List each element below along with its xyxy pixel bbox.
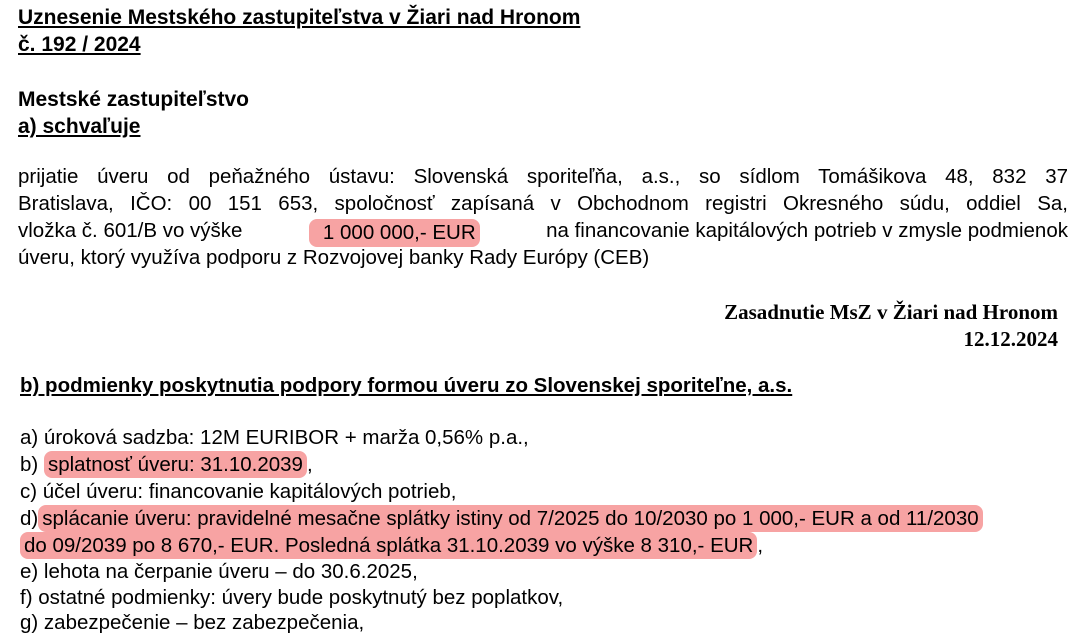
meeting-date: 12.12.2024 (963, 327, 1058, 351)
condition-item-g: g) zabezpečenie – bez zabezpečenia, (20, 611, 365, 634)
approves-subheading: a) schvaľuje (18, 115, 141, 138)
document-title: Uznesenie Mestského zastupiteľstva v Žiari nad Hronom (18, 6, 581, 29)
maturity-highlight: splatnosť úveru: 31.10.2039 (44, 451, 307, 478)
paragraph-line-3 (18, 219, 1068, 247)
item-b-comma: , (306, 453, 313, 476)
condition-item-d-line-1 (20, 507, 983, 531)
repayment-highlight-line-1: splácanie úveru: pravidelné mesačne splátky istiny od 7/2025 do 10/2030 po 1 000,- EUR a od 11/2030 (38, 505, 982, 532)
condition-item-d-line-2 (20, 534, 763, 558)
condition-item-b (20, 453, 313, 477)
paragraph-line-1: prijatie úveru od peňažného ústavu: Slovenská sporiteľňa, a.s., so sídlom Tomášikova 48, 832 37 (18, 165, 1068, 188)
paragraph-line-4: úveru, ktorý využíva podporu z Rozvojovej banky Rady Európy (CEB) (18, 246, 650, 269)
meeting-name: Zasadnutie MsZ v Žiari nad Hronom (724, 300, 1058, 324)
paragraph-line-3-suffix: na financovanie kapitálových potrieb v zmysle podmienok (546, 219, 1068, 242)
paragraph-line-3-prefix: vložka č. 601/B vo výške (18, 219, 243, 242)
repayment-highlight-line-2: do 09/2039 po 8 670,- EUR. Posledná splátka 31.10.2039 vo výške 8 310,- EUR (20, 532, 757, 559)
condition-item-c: c) účel úveru: financovanie kapitálových potrieb, (20, 480, 457, 503)
item-d-comma: , (757, 534, 764, 557)
loan-amount-highlight: 1 000 000,- EUR (309, 219, 480, 247)
conditions-heading: b) podmienky poskytnutia podpory formou úveru zo Slovenskej sporiteľne, a.s. (20, 374, 793, 397)
condition-item-e: e) lehota na čerpanie úveru – do 30.6.2025, (20, 560, 418, 583)
condition-item-a: a) úroková sadzba: 12M EURIBOR + marža 0,56% p.a., (20, 426, 529, 449)
resolution-number: č. 192 / 2024 (18, 33, 141, 56)
condition-item-f: f) ostatné podmienky: úvery bude poskytnutý bez poplatkov, (20, 586, 564, 609)
paragraph-line-2: Bratislava, IČO: 00 151 653, spoločnosť zapísaná v Obchodnom registri Okresného súdu, oddiel Sa, (18, 192, 1068, 215)
item-b-letter: b) (20, 453, 39, 476)
item-d-letter: d) (20, 507, 39, 530)
body-heading: Mestské zastupiteľstvo (18, 88, 249, 111)
